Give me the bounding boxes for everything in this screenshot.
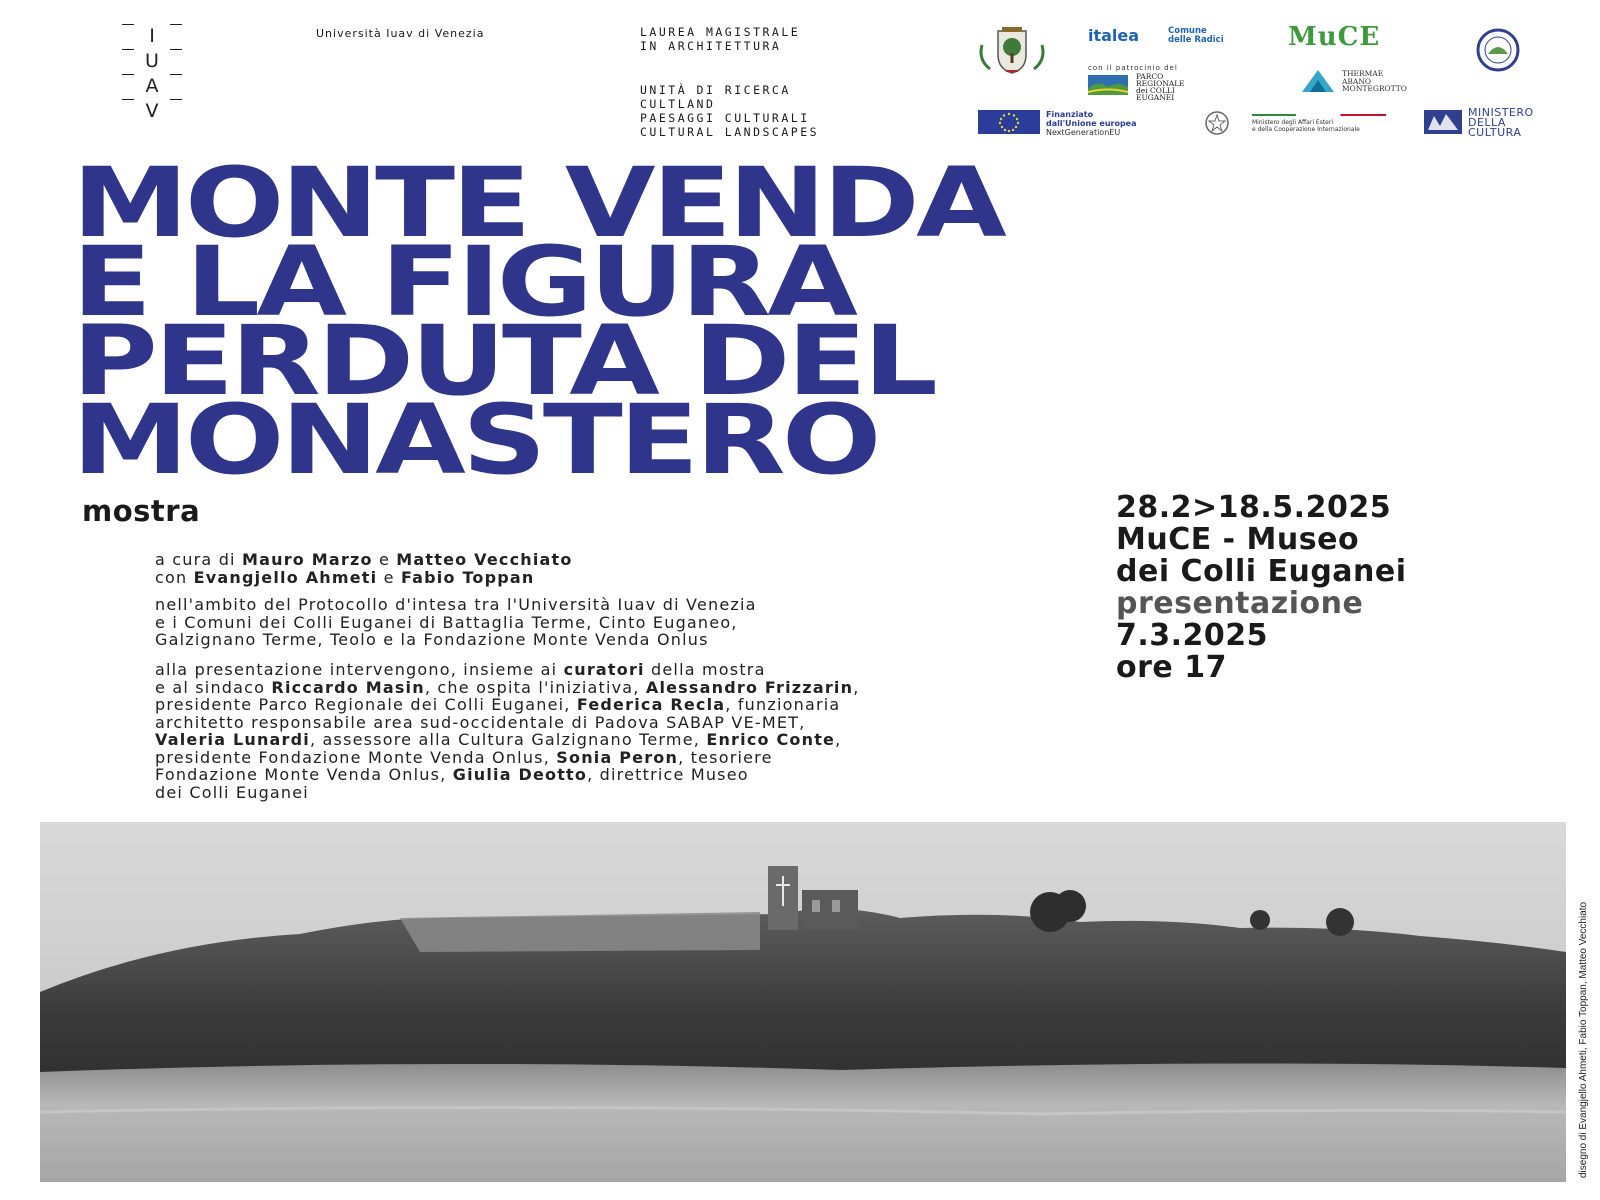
municipal-crest-icon	[976, 25, 1048, 75]
mic-icon	[1424, 110, 1462, 134]
curators-block: a cura di Mauro Marzo e Matteo Vecchiato con Evangjello Ahmeti e Fabio Toppan	[155, 550, 573, 587]
title-line: E LA FIGURA	[72, 226, 855, 338]
drawing-credit: disegno di Evangjello Ahmeti, Fabio Toppan, Matteo Vecchiato	[1578, 901, 1589, 1178]
venue-line: MuCE - Museo	[1116, 522, 1360, 557]
thermae-abano-montegrotto-logo: THERMAE ABANO MONTEGROTTO	[1298, 68, 1428, 96]
exhibition-dates: 28.2>18.5.2025	[1116, 490, 1392, 525]
monte-venda-drawing	[40, 822, 1566, 1182]
collaborator-name: Evangjello Ahmeti	[193, 567, 378, 587]
title-line: PERDUTA DEL	[72, 305, 935, 417]
iuav-letter: A	[145, 75, 159, 97]
speakers-paragraph: alla presentazione intervengono, insieme ai curatori della mostra e al sindaco Riccardo Masin, che ospita l'iniziativa, Alessandro Frizzarin, presidente Parco Regionale dei Colli Euganei, Federica Recla, funzionaria architetto responsabile area sud-occidentale di Padova SABAP VE-MET, Valeria Lunardi, assessore alla Cultura Galzignano Terme, Enrico Conte, presidente Fondazione Monte Venda Onlus, Sonia Peron, tesoriere Fondazione Monte Venda Onlus, Giulia Deotto, direttrice Museo dei Colli Euganei	[155, 660, 860, 802]
presentation-label: presentazione	[1116, 586, 1364, 621]
curator-name: Matteo Vecchiato	[396, 550, 573, 569]
muce-logo: MuCE	[1288, 22, 1381, 52]
laurea-label: LAUREA MAGISTRALE IN ARCHITETTURA	[640, 25, 801, 53]
title-line: MONASTERO	[72, 384, 878, 496]
presentation-date: 7.3.2025	[1116, 618, 1269, 653]
italea-logo: italea Comune delle Radici	[1088, 26, 1224, 45]
exhibition-title	[72, 147, 1004, 496]
parco-colli-euganei-logo: PARCO REGIONALE dei COLLI EUGANEI	[1088, 73, 1228, 99]
presentation-time: ore 17	[1116, 650, 1227, 685]
iuav-letter: U	[145, 50, 159, 72]
thermae-icon	[1298, 68, 1338, 94]
title-line: MONTE VENDA	[72, 147, 1004, 259]
iuav-letter: I	[149, 25, 155, 47]
eu-flag-icon	[978, 110, 1040, 134]
mostra-label: mostra	[82, 494, 201, 528]
iuav-logo	[122, 24, 182, 124]
iuav-letter: V	[145, 100, 159, 122]
eu-funding-logo: Finanziato dall'Unione europea NextGenerationEU	[978, 110, 1158, 136]
research-unit-label: UNITÀ DI RICERCA CULTLAND PAESAGGI CULTURALI CULTURAL LANDSCAPES	[640, 83, 820, 139]
collaborator-name: Fabio Toppan	[400, 567, 535, 587]
protocol-paragraph: nell'ambito del Protocollo d'intesa tra l'Università Iuav di Venezia e i Comuni dei Colli Euganei di Battaglia Terme, Cinto Euganeo, Galzignano Terme, Teolo e la Fondazione Monte Venda Onlus	[155, 595, 757, 649]
ministero-esteri-logo: Ministero degli Affari Esteri e della Cooperazione Internazionale	[1202, 110, 1392, 136]
parco-icon	[1088, 75, 1128, 95]
italian-emblem-icon	[1202, 110, 1232, 136]
university-name: Università Iuav di Venezia	[316, 27, 485, 40]
fondazione-monte-venda-logo	[1476, 28, 1520, 72]
venue-line: dei Colli Euganei	[1116, 554, 1407, 589]
event-details	[1116, 492, 1407, 684]
ministero-cultura-logo: MINISTERO DELLA CULTURA	[1424, 108, 1564, 136]
patronage-label: con il patrocinio del	[1088, 64, 1178, 72]
curator-name: Mauro Marzo	[241, 550, 373, 569]
